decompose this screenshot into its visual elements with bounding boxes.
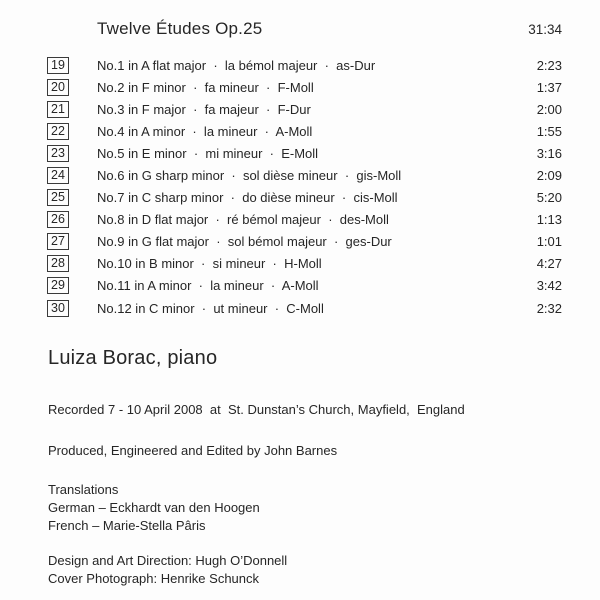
track-title: No.10 in B minor · si mineur · H-Moll bbox=[97, 256, 322, 272]
track-title: No.5 in E minor · mi mineur · E-Moll bbox=[97, 145, 319, 161]
track-row bbox=[0, 187, 600, 209]
album-total-time: 31:34 bbox=[528, 22, 562, 37]
track-number-box: 23 bbox=[47, 145, 69, 162]
track-duration: 3:16 bbox=[536, 145, 562, 161]
track-row bbox=[0, 275, 600, 297]
production-credit: Produced, Engineered and Edited by John Barnes bbox=[48, 443, 338, 459]
track-number-box: 24 bbox=[47, 167, 69, 184]
cover-photo-credit: Cover Photograph: Henrike Schunck bbox=[48, 571, 260, 587]
track-row bbox=[0, 76, 600, 98]
track-title: No.3 in F major · fa majeur · F-Dur bbox=[97, 101, 311, 117]
track-title: No.1 in A flat major · la bémol majeur · as-Dur bbox=[97, 57, 376, 73]
track-number-box: 26 bbox=[47, 211, 69, 228]
track-duration: 2:00 bbox=[536, 101, 562, 117]
track-number-box: 28 bbox=[47, 255, 69, 272]
track-number-box: 27 bbox=[47, 233, 69, 250]
track-duration: 1:01 bbox=[536, 234, 562, 250]
track-number-box: 22 bbox=[47, 123, 69, 140]
design-credit: Design and Art Direction: Hugh O’Donnell bbox=[48, 553, 288, 569]
track-title: No.11 in A minor · la mineur · A-Moll bbox=[97, 278, 319, 294]
track-duration: 5:20 bbox=[536, 190, 562, 206]
track-row bbox=[0, 297, 600, 319]
track-title: No.8 in D flat major · ré bémol majeur · des-Moll bbox=[97, 212, 389, 228]
translations-block bbox=[48, 481, 600, 535]
track-row bbox=[0, 142, 600, 164]
recording-credit: Recorded 7 - 10 April 2008 at St. Dunstan’s Church, Mayfield, England bbox=[48, 402, 465, 418]
track-duration: 1:37 bbox=[536, 79, 562, 95]
track-row bbox=[0, 54, 600, 76]
track-duration: 2:32 bbox=[536, 300, 562, 316]
artist-credit: Luiza Borac, piano bbox=[48, 347, 218, 370]
track-list bbox=[0, 54, 600, 319]
track-number-box: 19 bbox=[47, 57, 69, 74]
design-block bbox=[48, 552, 600, 588]
track-row bbox=[0, 164, 600, 186]
track-number-box: 30 bbox=[47, 300, 69, 317]
track-number-box: 20 bbox=[47, 79, 69, 96]
track-row bbox=[0, 209, 600, 231]
track-number-box: 21 bbox=[47, 101, 69, 118]
track-title: No.7 in C sharp minor · do dièse mineur · cis-Moll bbox=[97, 190, 398, 206]
track-title: No.2 in F minor · fa mineur · F-Moll bbox=[97, 79, 314, 95]
track-row bbox=[0, 253, 600, 275]
album-title: Twelve Études Op.25 bbox=[97, 19, 263, 38]
track-duration: 2:09 bbox=[536, 168, 562, 184]
track-duration: 4:27 bbox=[536, 256, 562, 272]
track-duration: 2:23 bbox=[536, 57, 562, 73]
track-title: No.12 in C minor · ut mineur · C-Moll bbox=[97, 300, 324, 316]
track-number-box: 25 bbox=[47, 189, 69, 206]
track-duration: 1:55 bbox=[536, 123, 562, 139]
track-title: No.4 in A minor · la mineur · A-Moll bbox=[97, 123, 313, 139]
track-duration: 3:42 bbox=[536, 278, 562, 294]
track-number-box: 29 bbox=[47, 277, 69, 294]
translations-heading: Translations bbox=[48, 482, 119, 498]
album-header bbox=[0, 0, 600, 39]
track-duration: 1:13 bbox=[536, 212, 562, 228]
track-row bbox=[0, 98, 600, 120]
track-title: No.6 in G sharp minor · sol dièse mineur · gis-Moll bbox=[97, 168, 402, 184]
translation-german: German – Eckhardt van den Hoogen bbox=[48, 500, 260, 516]
track-row bbox=[0, 231, 600, 253]
translation-french: French – Marie-Stella Pâris bbox=[48, 518, 206, 534]
track-row bbox=[0, 120, 600, 142]
track-title: No.9 in G flat major · sol bémol majeur · ges-Dur bbox=[97, 234, 392, 250]
